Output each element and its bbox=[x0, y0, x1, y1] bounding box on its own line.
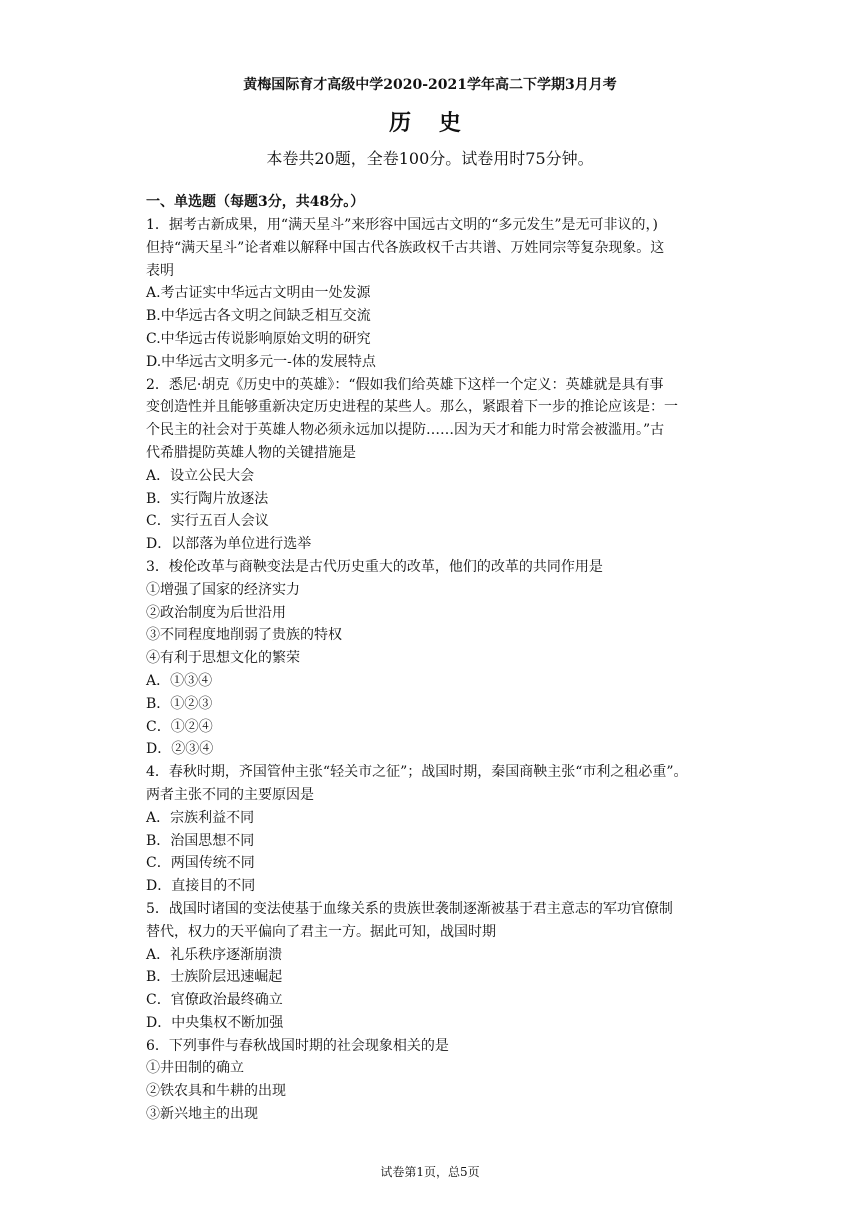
question-stem-line: ②政治制度为后世沿用 bbox=[146, 604, 286, 621]
answer-option: B．治国思想不同 bbox=[146, 832, 255, 849]
answer-option: C．①②④ bbox=[146, 718, 213, 735]
answer-option: B．士族阶层迅速崛起 bbox=[146, 969, 283, 986]
question-stem-line: ③不同程度地削弱了贵族的特权 bbox=[146, 627, 342, 644]
answer-option: C.中华远古传说影响原始文明的研究 bbox=[146, 330, 371, 347]
question-4 bbox=[146, 761, 722, 898]
answer-option: A．礼乐秩序逐渐崩溃 bbox=[146, 946, 283, 963]
question-stem-line: 替代，权力的天平偏向了君主一方。据此可知，战国时期 bbox=[146, 923, 496, 940]
answer-option: B.中华远古各文明之间缺乏相互交流 bbox=[146, 308, 371, 325]
question-2 bbox=[146, 374, 722, 556]
answer-option: D.中华远古文明多元一-体的发展特点 bbox=[146, 353, 376, 370]
question-stem-line: ①增强了国家的经济实力 bbox=[146, 581, 300, 598]
question-3 bbox=[146, 556, 722, 761]
question-stem-line: 1．据考古新成果，用“满天星斗”来形容中国远古文明的“多元发生”是无可非议的，) bbox=[146, 217, 658, 233]
question-stem-line: 2．悉尼·胡克《历史中的英雄》：“假如我们给英雄下这样一个定义：英雄就是具有事 bbox=[146, 376, 664, 393]
question-stem-line: ④有利于思想文化的繁荣 bbox=[146, 650, 300, 667]
question-stem-line: 4．春秋时期，齐国管仲主张“轻关市之征”；战国时期，秦国商鞅主张“市利之租必重”。 bbox=[146, 764, 688, 781]
question-stem-line: 6．下列事件与春秋战国时期的社会现象相关的是 bbox=[146, 1037, 449, 1054]
question-1 bbox=[146, 214, 722, 374]
question-6 bbox=[146, 1035, 722, 1126]
answer-option: D．中央集权不断加强 bbox=[146, 1014, 284, 1031]
answer-option: D．②③④ bbox=[146, 741, 214, 758]
question-stem-line: 3．梭伦改革与商鞅变法是古代历史重大的改革，他们的改革的共同作用是 bbox=[146, 558, 603, 575]
answer-option: B．实行陶片放逐法 bbox=[146, 490, 269, 507]
question-stem-line: 代希腊提防英雄人物的关键措施是 bbox=[146, 444, 356, 461]
question-list bbox=[146, 214, 722, 1126]
question-stem-line: ③新兴地主的出现 bbox=[146, 1106, 258, 1123]
question-stem-line: 变创造性并且能够重新决定历史进程的某些人。那么，紧跟着下一步的推论应该是：一 bbox=[146, 399, 678, 416]
answer-option: D．以部落为单位进行选举 bbox=[146, 536, 312, 553]
answer-option: A．宗族利益不同 bbox=[146, 809, 255, 826]
answer-option: D．直接目的不同 bbox=[146, 878, 256, 895]
school-title: 黄梅国际育才高级中学2020-2021学年高二下学期3月月考 bbox=[243, 77, 617, 93]
answer-option: A．①③④ bbox=[146, 672, 213, 689]
question-stem-line: ②铁农具和牛耕的出现 bbox=[146, 1083, 286, 1100]
exam-info: 本卷共20题，全卷100分。试卷用时75分钟。 bbox=[266, 149, 594, 168]
answer-option: A．设立公民大会 bbox=[146, 467, 255, 484]
answer-option: C．实行五百人会议 bbox=[146, 513, 269, 530]
answer-option: C．官僚政治最终确立 bbox=[146, 992, 283, 1009]
page-footer: 试卷第1页，总5页 bbox=[380, 1165, 480, 1179]
question-stem-line: 但持“满天星斗”论者难以解释中国古代各族政权千古共谱、万姓同宗等复杂现象。这 bbox=[146, 239, 665, 256]
answer-option: A.考古证实中华远古文明由一处发源 bbox=[146, 285, 371, 302]
section-title: 一、单选题（每题3分，共48分。） bbox=[146, 194, 365, 210]
question-stem-line: 表明 bbox=[146, 262, 174, 279]
question-stem-line: 5．战国时诸国的变法使基于血缘关系的贵族世袭制逐渐被基于君主意志的军功官僚制 bbox=[146, 900, 673, 917]
subject-title: 历 史 bbox=[389, 110, 471, 136]
question-stem-line: ①井田制的确立 bbox=[146, 1060, 244, 1077]
answer-option: B．①②③ bbox=[146, 695, 213, 712]
answer-option: C．两国传统不同 bbox=[146, 855, 255, 872]
question-stem-line: 个民主的社会对于英雄人物必须永远加以提防……因为天才和能力时常会被滥用。”古 bbox=[146, 422, 665, 439]
question-stem-line: 两者主张不同的主要原因是 bbox=[146, 786, 314, 803]
question-5 bbox=[146, 898, 722, 1035]
